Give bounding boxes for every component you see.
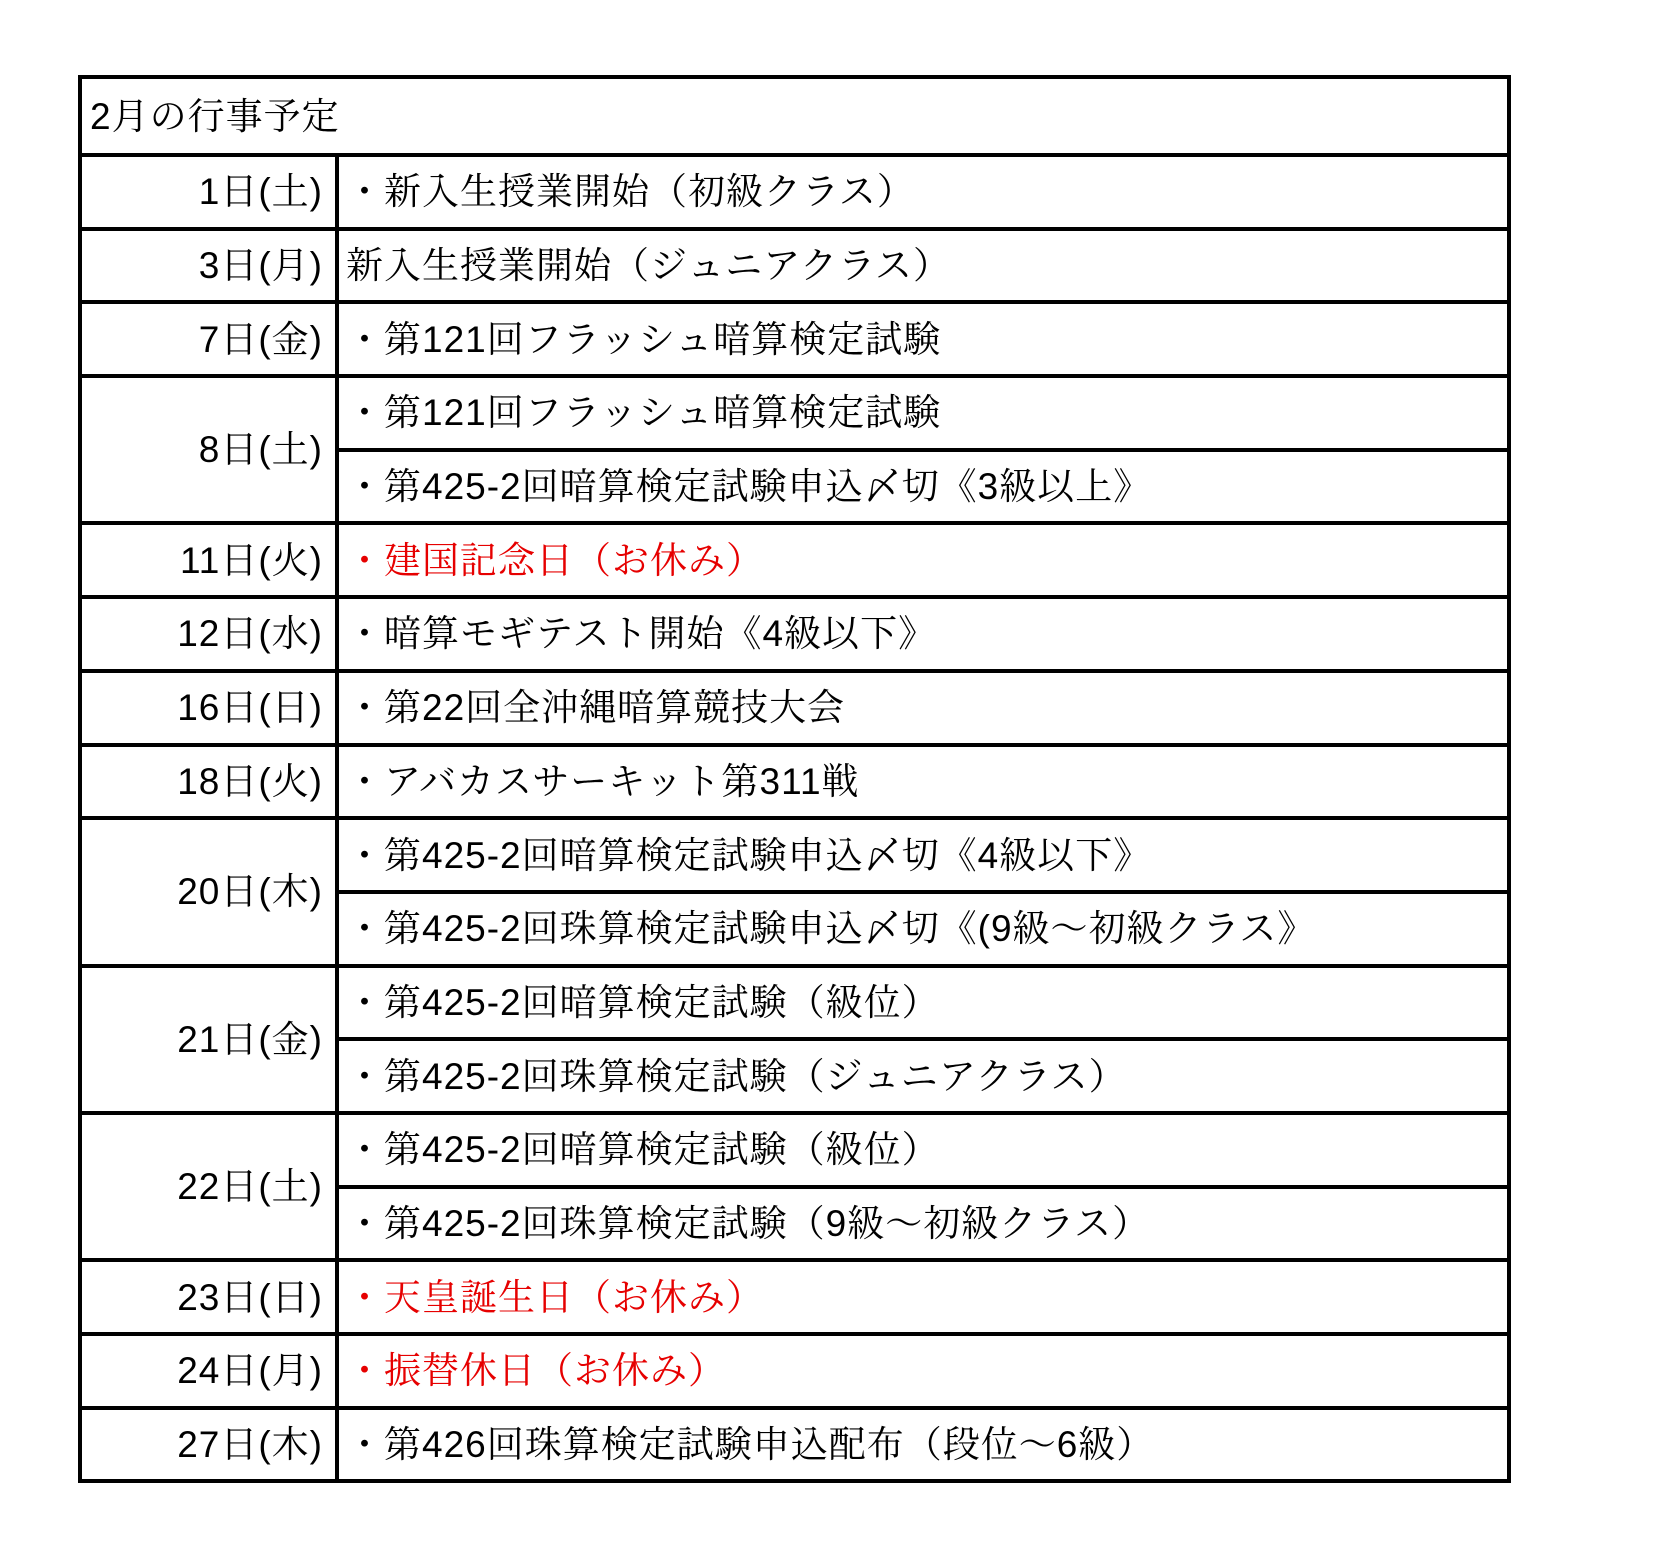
date-cell-feb8: 8日(土) xyxy=(80,376,337,523)
table-row xyxy=(80,671,1509,745)
date-cell-feb3: 3日(月) xyxy=(80,229,337,303)
table-row xyxy=(80,1113,1509,1187)
table-row xyxy=(80,597,1509,671)
event-cell-holiday: ・建国記念日（お休み） xyxy=(337,523,1509,597)
table-row xyxy=(80,155,1509,229)
event-cell: ・第425-2回暗算検定試験申込〆切《3級以上》 xyxy=(337,450,1509,524)
date-cell-feb22: 22日(土) xyxy=(80,1113,337,1260)
event-cell: ・第121回フラッシュ暗算検定試験 xyxy=(337,302,1509,376)
event-cell: ・第121回フラッシュ暗算検定試験 xyxy=(337,376,1509,450)
event-cell: ・第425-2回珠算検定試験（9級～初級クラス） xyxy=(337,1187,1509,1261)
date-cell-feb18: 18日(火) xyxy=(80,745,337,819)
title-row xyxy=(80,77,1509,155)
event-cell-holiday: ・振替休日（お休み） xyxy=(337,1334,1509,1408)
date-cell-feb21: 21日(金) xyxy=(80,966,337,1113)
event-cell: ・第22回全沖縄暗算競技大会 xyxy=(337,671,1509,745)
event-cell: ・第425-2回珠算検定試験（ジュニアクラス） xyxy=(337,1039,1509,1113)
event-cell: ・暗算モギテスト開始《4級以下》 xyxy=(337,597,1509,671)
date-cell-feb1: 1日(土) xyxy=(80,155,337,229)
date-cell-feb11: 11日(火) xyxy=(80,523,337,597)
date-cell-feb24: 24日(月) xyxy=(80,1334,337,1408)
event-cell: 新入生授業開始（ジュニアクラス） xyxy=(337,229,1509,303)
february-schedule-table xyxy=(78,75,1511,1483)
date-cell-feb7: 7日(金) xyxy=(80,302,337,376)
table-row xyxy=(80,229,1509,303)
table-row xyxy=(80,1408,1509,1482)
table-row xyxy=(80,818,1509,892)
table-row xyxy=(80,302,1509,376)
event-cell: ・第426回珠算検定試験申込配布（段位～6級） xyxy=(337,1408,1509,1482)
table-row xyxy=(80,1334,1509,1408)
date-cell-feb20: 20日(木) xyxy=(80,818,337,965)
event-cell: ・第425-2回暗算検定試験申込〆切《4級以下》 xyxy=(337,818,1509,892)
event-cell: ・第425-2回暗算検定試験（級位） xyxy=(337,1113,1509,1187)
date-cell-feb27: 27日(木) xyxy=(80,1408,337,1482)
schedule-title: 2月の行事予定 xyxy=(80,77,1509,155)
table-row xyxy=(80,966,1509,1040)
date-cell-feb23: 23日(日) xyxy=(80,1260,337,1334)
event-cell: ・第425-2回暗算検定試験（級位） xyxy=(337,966,1509,1040)
event-cell: ・新入生授業開始（初級クラス） xyxy=(337,155,1509,229)
table-row xyxy=(80,376,1509,450)
date-cell-feb16: 16日(日) xyxy=(80,671,337,745)
table-row xyxy=(80,523,1509,597)
event-cell: ・アバカスサーキット第311戦 xyxy=(337,745,1509,819)
table-row xyxy=(80,745,1509,819)
event-cell: ・第425-2回珠算検定試験申込〆切《(9級～初級クラス》 xyxy=(337,892,1509,966)
table-row xyxy=(80,1260,1509,1334)
date-cell-feb12: 12日(水) xyxy=(80,597,337,671)
event-cell-holiday: ・天皇誕生日（お休み） xyxy=(337,1260,1509,1334)
